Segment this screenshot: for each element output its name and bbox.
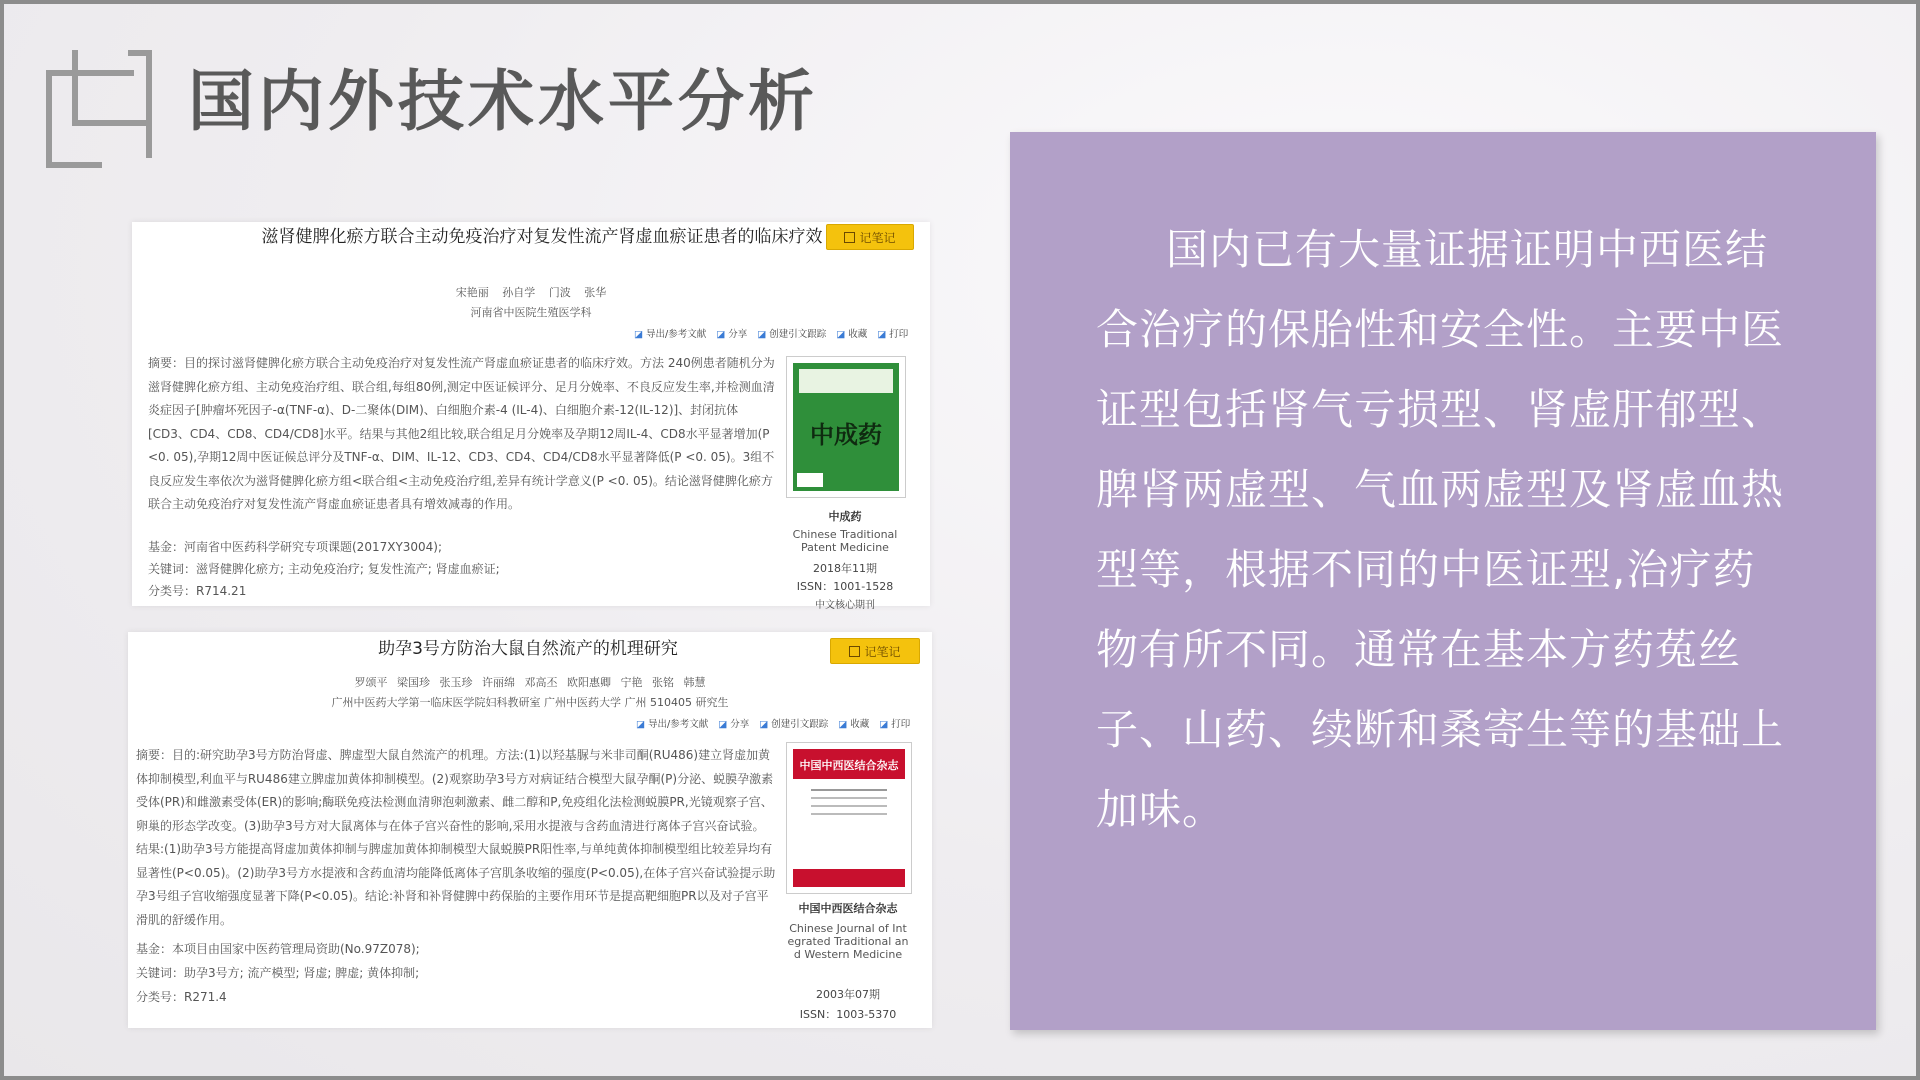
print-button[interactable]: ◪ 打印 [877, 326, 908, 340]
keywords-line: 关键词：滋肾健脾化瘀方; 主动免疫治疗; 复发性流产; 肾虚血瘀证; [148, 562, 500, 576]
journal-issue: 2003年07期 [816, 988, 880, 1001]
note-icon [849, 646, 860, 657]
class-number: 分类号：R271.4 [136, 990, 227, 1004]
abstract: 摘要：目的:研究助孕3号方防治肾虚、脾虚型大鼠自然流产的机理。方法:(1)以羟基脲与米非司酮(RU486)建立肾虚加黄体抑制模型,利血平与RU486建立脾虚加黄体抑制模型。(2)观察助孕3号方对病证结合模型大鼠孕酮(P)分泌、蜕膜孕激素受体(PR)和雌激素受体(ER)的影响;酶联免疫法检测血清卵泡刺激素、雌二醇和P,免疫组化法检测蜕膜PR,光镜观察子宫、卵巢的形态学改变。(3)助孕3号方对大鼠离体与在体子宫兴奋性的影响,采用水提液与含药血清进行离体子宫兴奋试验。结果:(1)助孕3号方能提高肾虚加黄体抑制与脾虚加黄体抑制模型大鼠蜕膜PR阳性率,与单纯黄体抑制模型组比较差异均有显著性(P<0.05)。(2)助孕3号方水提液和含药血清均能降低离体子宫肌条收缩的强度(P<0.05),在体子宫兴奋试验提示助孕3号组子宫收缩强度显著下降(P<0.05)。结论:补肾和补肾健脾中药保胎的主要作用环节是提高靶细胞PR以及对子宫平滑肌的舒缓作用。 [136, 748, 776, 927]
organization[interactable]: 广州中医药大学第一临床医学院妇科教研室 广州中医药大学 广州 510405 研究生 [331, 696, 729, 709]
summary-panel [1010, 132, 1876, 1030]
favorite-button[interactable]: ◪ 收藏 [838, 716, 869, 730]
summary-text [1096, 210, 1796, 850]
keywords-line: 关键词：助孕3号方; 流产模型; 肾虚; 脾虚; 黄体抑制; [136, 966, 420, 980]
paper-title: 助孕3号方防治大鼠自然流产的机理研究 [378, 639, 678, 659]
favorite-button[interactable]: ◪ 收藏 [836, 326, 867, 340]
print-button[interactable]: ◪ 打印 [879, 716, 910, 730]
cover-title: 中国中西医结合杂志 [799, 759, 899, 772]
note-button-label: 记笔记 [864, 644, 901, 659]
journal-name[interactable]: 中成药 [828, 510, 862, 523]
journal-cover[interactable] [786, 356, 906, 498]
journal-cover[interactable] [786, 742, 912, 894]
fund-line: 基金：本项目由国家中医药管理局资助(No.97Z078); [136, 942, 420, 956]
summary-text-content: 国内已有大量证据证明中西医结合治疗的保胎性和安全性。主要中医证型包括肾气亏损型、肾虚肝郁型、脾肾两虚型、气血两虚型及肾虚血热型等，根据不同的中医证型,治疗药物有所不同。通常在基本方药菟丝子、山药、续断和桑寄生等的基础上加味。 [1096, 225, 1785, 834]
core-journal-tag: 中文核心期刊 [815, 600, 875, 611]
export-button[interactable]: ◪ 导出/参考文献 [634, 326, 706, 340]
note-button[interactable] [830, 638, 920, 664]
journal-english-name: Chinese Journal of Integrated Traditional and Western Medicine [787, 922, 909, 961]
tool-bar [634, 326, 908, 340]
share-button[interactable]: ◪ 分享 [718, 716, 749, 730]
cite-track-button[interactable]: ◪ 创建引文跟踪 [757, 326, 826, 340]
paper-card-1 [132, 222, 930, 611]
organization[interactable]: 河南省中医院生殖医学科 [470, 306, 592, 319]
page-title: 国内外技术水平分析 [188, 63, 818, 140]
cite-track-button[interactable]: ◪ 创建引文跟踪 [759, 716, 828, 730]
journal-issn: ISSN：1001-1528 [796, 580, 894, 593]
cover-title: 中成药 [810, 420, 882, 449]
tool-bar [636, 716, 910, 730]
paper-title: 滋肾健脾化瘀方联合主动免疫治疗对复发性流产肾虚血瘀证患者的临床疗效 [261, 227, 823, 247]
export-button[interactable]: ◪ 导出/参考文献 [636, 716, 708, 730]
journal-english-name: Chinese Traditional Patent Medicine [792, 528, 898, 554]
note-button[interactable] [826, 224, 914, 250]
authors[interactable]: 宋艳丽 孙自学 门波 张华 [455, 286, 607, 299]
journal-issue: 2018年11期 [813, 562, 877, 575]
class-number: 分类号：R714.21 [148, 584, 247, 598]
share-button[interactable]: ◪ 分享 [716, 326, 747, 340]
note-icon [844, 232, 855, 243]
journal-issn: ISSN：1003-5370 [799, 1008, 897, 1021]
fund-line: 基金：河南省中医药科学研究专项课题(2017XY3004); [148, 540, 443, 554]
abstract: 摘要：目的探讨滋肾健脾化瘀方联合主动免疫治疗对复发性流产肾虚血瘀证患者的临床疗效。方法 240例患者随机分为滋肾健脾化瘀方组、主动免疫治疗组、联合组,每组80例,测定中医证候评分、足月分娩率、不良反应发生率,并检测血清炎症因子[肿瘤坏死因子-α(TNF-α)、D-二聚体(DIM)、白细胞介素-4 (IL-4)、白细胞介素-12(IL-12)]、封闭抗体[CD3、CD4、CD8、CD4/CD8]水平。结果与其他2组比较,联合组足月分娩率及孕期12周IL-4、CD8水平显著增加(P <0. 05),孕期12周中医证候总评分及TNF-α、DIM、IL-12、CD3、CD4、CD4/CD8水平显著降低(P <0. 05)。3组不良反应发生率依次为滋肾健脾化瘀方组<联合组<主动免疫治疗组,差异有统计学意义(P <0. 05)。结论滋肾健脾化瘀方联合主动免疫治疗对复发性流产肾虚血瘀证患者具有增效减毒的作用。 [148, 356, 775, 511]
paper-card-2 [128, 632, 932, 1028]
journal-name[interactable]: 中国中西医结合杂志 [798, 902, 898, 915]
authors[interactable]: 罗颂平 梁国珍 张玉珍 许丽绵 邓高丕 欧阳惠卿 宁艳 张铭 韩慧 [354, 676, 706, 689]
note-button-label: 记笔记 [859, 230, 896, 245]
